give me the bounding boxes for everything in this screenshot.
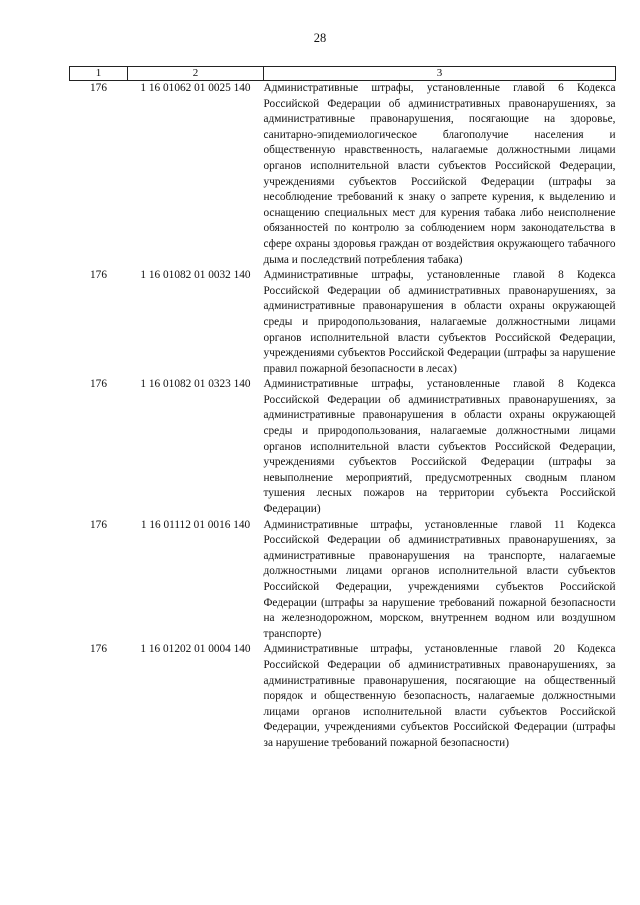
description: Административные штрафы, установленные главой 20 Кодекса Российской Федерации об административных правонарушениях, за административные правонарушения, посягающие на общественный порядок и общественную безопасность, налагаемые должностными лицами органов исполнительной власти субъектов Российской Федерации, учреждениями субъектов Российской Федерации (штрафы за нарушение требований пожарной безопасности) (263, 643, 616, 749)
table-row (70, 268, 616, 377)
header-col-2: 2 (128, 67, 264, 81)
kbk-code: 1 16 01082 01 0323 140 (140, 378, 251, 391)
kbk-code: 1 16 01202 01 0004 140 (140, 643, 251, 656)
budget-classification-table (69, 66, 616, 752)
kbk-code: 1 16 01112 01 0016 140 (140, 518, 251, 531)
description: Административные штрафы, установленные главой 11 Кодекса Российской Федерации об административных правонарушениях, за административные правонарушения на транспорте, налагаемые должностными лицами органов исполнительной власти субъектов Российской Федерации, учреждениями субъектов Российской Федерации (штрафы за нарушение требований пожарной безопасности на железнодорожном, морском, внутреннем водном или воздушном транспорте) (263, 518, 616, 640)
header-row (70, 67, 616, 81)
table-row (70, 518, 616, 643)
description: Административные штрафы, установленные главой 8 Кодекса Российской Федерации об административных правонарушениях, за административные правонарушения в области охраны окружающей среды и природопользования, налагаемые должностными лицами органов исполнительной власти субъектов Российской Федерации, учреждениями субъектов Российской Федерации (штрафы за нарушение правил пожарной безопасности в лесах) (263, 269, 616, 375)
kbk-code: 1 16 01082 01 0032 140 (140, 269, 251, 282)
table-row (70, 642, 616, 751)
page-number: 28 (313, 31, 327, 45)
kbk-code: 1 16 01062 01 0025 140 (140, 82, 251, 94)
admin-code: 176 (90, 82, 107, 94)
table-header (70, 67, 616, 81)
header-col-3: 3 (264, 67, 616, 81)
header-col-1: 1 (70, 67, 128, 81)
admin-code: 176 (90, 269, 107, 282)
admin-code: 176 (90, 378, 107, 391)
table-row (70, 81, 616, 269)
admin-code: 176 (90, 643, 107, 656)
admin-code: 176 (90, 518, 107, 531)
table-body (70, 81, 616, 752)
description: Административные штрафы, установленные главой 8 Кодекса Российской Федерации об административных правонарушениях, за административные правонарушения в области охраны окружающей среды и природопользования, налагаемые должностными лицами органов исполнительной власти субъектов Российской Федерации, учреждениями субъектов Российской Федерации (штрафы за невыполнение мероприятий, предусмотренных сводным планом тушения лесных пожаров на территории субъекта Российской Федерации) (263, 378, 616, 516)
description: Административные штрафы, установленные главой 6 Кодекса Российской Федерации об административных правонарушениях, за административные правонарушения, посягающие на здоровье, санитарно-эпидемиологическое благополучие населения и общественную нравственность, налагаемые должностными лицами органов исполнительной власти субъектов Российской Федерации, учреждениями субъектов Российской Федерации (штрафы за несоблюдение требований к знаку о запрете курения, к выделению и оснащению специальных мест для курения табака либо неисполнение обязанностей по контролю за соблюдением норм законодательства в сфере охраны здоровья граждан от воздействия окружающего табачного дыма и последствий потребления табака) (263, 82, 616, 266)
table-row (70, 377, 616, 517)
